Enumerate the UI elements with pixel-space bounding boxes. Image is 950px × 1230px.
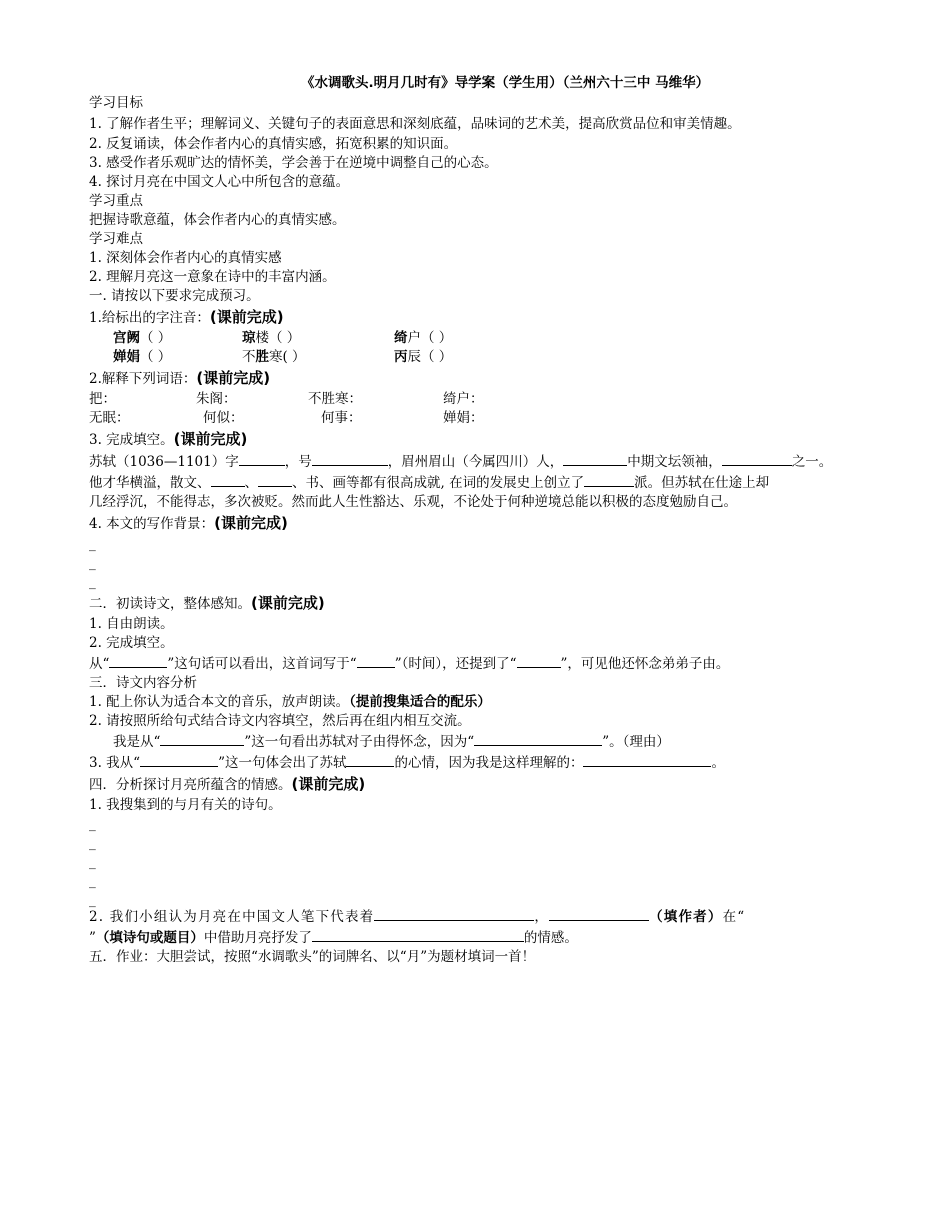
section2-heading-line [89, 592, 865, 615]
pinyin-row-1: 宫阙（ ） 琼楼（ ） 绮户（ ） [113, 330, 453, 346]
vocab-row-1 [89, 390, 865, 409]
vocab-item: 婵娟： [443, 410, 484, 426]
q1-text: 1.给标出的字注音： [89, 310, 210, 326]
q4-tag: (课前完成) [214, 514, 288, 532]
blank[interactable] [109, 653, 167, 668]
goal-item: 1. 了解作者生平；理解词义、关键句子的表面意思和深刻底蕴，品味词的艺术美，提高欣赏品位和审美情趣。 [89, 116, 741, 132]
section4-tag: (课前完成) [291, 775, 366, 793]
q2-line [89, 367, 865, 390]
goal-item: 2. 反复诵读，体会作者内心的真情实感，拓宽积累的知识面。 [89, 136, 458, 152]
goal-item: 4. 探讨月亮在中国文人心中所包含的意蕴。 [89, 174, 350, 190]
blank[interactable] [140, 752, 218, 767]
pinyin-blank[interactable]: （ ） [421, 349, 453, 365]
pinyin-blank[interactable]: （ ） [421, 330, 453, 346]
blank[interactable] [211, 472, 245, 487]
vocab-item: 朱阁： [196, 391, 237, 407]
s4-item-2-line2: ”（填诗句或题目）中借助月亮抒发了 的情感。 [89, 927, 865, 948]
section1-heading: 一. 请按以下要求完成预习。 [89, 288, 260, 304]
blank[interactable] [517, 653, 561, 668]
page-title: 《水调歌头.明月几时有》导学案（学生用）（兰州六十三中 马维华） [301, 75, 710, 91]
target-char: 丙 [394, 349, 408, 365]
q1-line [89, 306, 865, 329]
section4-heading: 四．分析探讨月亮所蕴含的情感。 [89, 777, 292, 793]
blank[interactable] [357, 653, 395, 668]
section2-heading: 二．初读诗文，整体感知。 [89, 596, 251, 612]
difficulty-item: 2. 理解月亮这一意象在诗中的丰富内涵。 [89, 269, 336, 285]
s4-item-1: 1. 我搜集到的与月有关的诗句。 [89, 797, 282, 813]
answer-line[interactable]: _ [89, 536, 96, 552]
answer-line[interactable]: _ [89, 555, 96, 571]
s4-item-2-line1: 2. 我们小组认为月亮在中国文人笔下代表着 ， （填作者）在“ [89, 906, 865, 927]
answer-line[interactable]: _ [89, 574, 96, 590]
q3-tag: (课前完成) [173, 430, 248, 448]
pinyin-blank[interactable]: （ ） [269, 330, 301, 346]
target-char: 绮 [394, 330, 408, 346]
q2-text: 2.解释下列词语： [89, 371, 197, 387]
blank[interactable] [239, 451, 285, 466]
target-char: 胜 [255, 349, 269, 365]
target-char: 琼 [242, 330, 256, 346]
difficulty-item: 1. 深刻体会作者内心的真情实感 [89, 250, 282, 266]
target-char: 宫阙 [113, 330, 140, 346]
blank[interactable] [474, 731, 602, 746]
focus-heading: 学习重点 [89, 193, 143, 209]
s4-author-tag: （填作者） [649, 909, 723, 925]
section3-heading: 三．诗文内容分析 [89, 675, 197, 691]
q3-text: 3. 完成填空。 [89, 432, 174, 448]
s3-fill-line: 我是从“ ”这一句看出苏轼对子由得怀念，因为“ ”。（理由） [89, 731, 865, 752]
blank[interactable] [722, 451, 792, 466]
answer-line[interactable]: _ [89, 835, 96, 851]
target-char: 婵娟 [113, 349, 140, 365]
s3-item1-tag: （提前搜集适合的配乐） [349, 694, 491, 710]
s3-item-3: 3. 我从“ ”这一句体会出了苏轼 的心情，因为我是这样理解的： 。 [89, 752, 865, 773]
s2-fill-line: 从“ ”这句话可以看出，这首词写于“ ”（时间），还提到了“ ”，可见他还怀念弟弟子由。 [89, 653, 865, 674]
difficulty-heading: 学习难点 [89, 231, 143, 247]
q4-text: 4. 本文的写作背景： [89, 516, 215, 532]
vocab-row-2 [89, 409, 865, 428]
blank[interactable] [549, 906, 649, 921]
vocab-item: 何事： [321, 410, 362, 426]
fill-line-3: 几经浮沉，不能得志，多次被贬。然而此人生性豁达、乐观，不论处于何种逆境总能以积极的态度勉励自己。 [89, 494, 737, 510]
blank[interactable] [563, 451, 627, 466]
section5-text: 五．作业：大胆尝试，按照“水调歌头”的词牌名、以“月”为题材填词一首！ [89, 949, 536, 965]
answer-line[interactable]: _ [89, 892, 96, 908]
q2-tag: (课前完成) [196, 369, 271, 387]
fill-line-2: 他才华横溢，散文、 、 、书、画等都有很高成就, 在词的发展史上创立了 派。但苏轼在仕途上却 [89, 472, 865, 493]
s2-item: 2. 完成填空。 [89, 635, 174, 651]
answer-line[interactable]: _ [89, 816, 96, 832]
q3-line [89, 428, 865, 451]
vocab-item: 无眠： [89, 410, 130, 426]
pinyin-blank[interactable]: （ ） [140, 330, 172, 346]
blank[interactable] [312, 451, 388, 466]
blank[interactable] [374, 906, 534, 921]
section4-heading-line [89, 773, 865, 796]
s3-item-1: 1. 配上你认为适合本文的音乐，放声朗读。（提前搜集适合的配乐） [89, 694, 491, 710]
vocab-item: 何似： [203, 410, 244, 426]
blank[interactable] [584, 472, 634, 487]
s3-item-2: 2. 请按照所给句式结合诗文内容填空，然后再在组内相互交流。 [89, 713, 471, 729]
section2-tag: (课前完成) [251, 594, 325, 612]
answer-line[interactable]: _ [89, 873, 96, 889]
worksheet-page [89, 72, 865, 967]
s4-poem-tag: （填诗句或题目） [95, 930, 204, 946]
answer-line[interactable]: _ [89, 854, 96, 870]
vocab-item: 把： [89, 391, 116, 407]
vocab-item: 不胜寒： [308, 391, 362, 407]
vocab-item: 绮户： [443, 391, 484, 407]
blank[interactable] [312, 927, 524, 942]
goal-item: 3. 感受作者乐观旷达的情怀美，学会善于在逆境中调整自己的心态。 [89, 155, 498, 171]
q4-line [89, 512, 865, 535]
blank[interactable] [160, 731, 244, 746]
blank[interactable] [583, 752, 711, 767]
pinyin-blank[interactable]: ( ） [282, 349, 306, 365]
pinyin-blank[interactable]: （ ） [140, 349, 172, 365]
fill-line-1: 苏轼（1036—1101）字 ，号 ，眉州眉山（今属四川）人， 中期文坛领袖， 之一。 [89, 451, 865, 472]
goals-heading: 学习目标 [89, 95, 143, 111]
s2-item: 1. 自由朗读。 [89, 616, 174, 632]
pinyin-row-2: 婵娟（ ） 不胜寒( ） 丙辰（ ） [113, 349, 453, 365]
blank[interactable] [346, 752, 394, 767]
focus-text: 把握诗歌意蕴，体会作者内心的真情实感。 [89, 212, 346, 228]
q1-tag: (课前完成) [209, 308, 284, 326]
blank[interactable] [258, 472, 292, 487]
